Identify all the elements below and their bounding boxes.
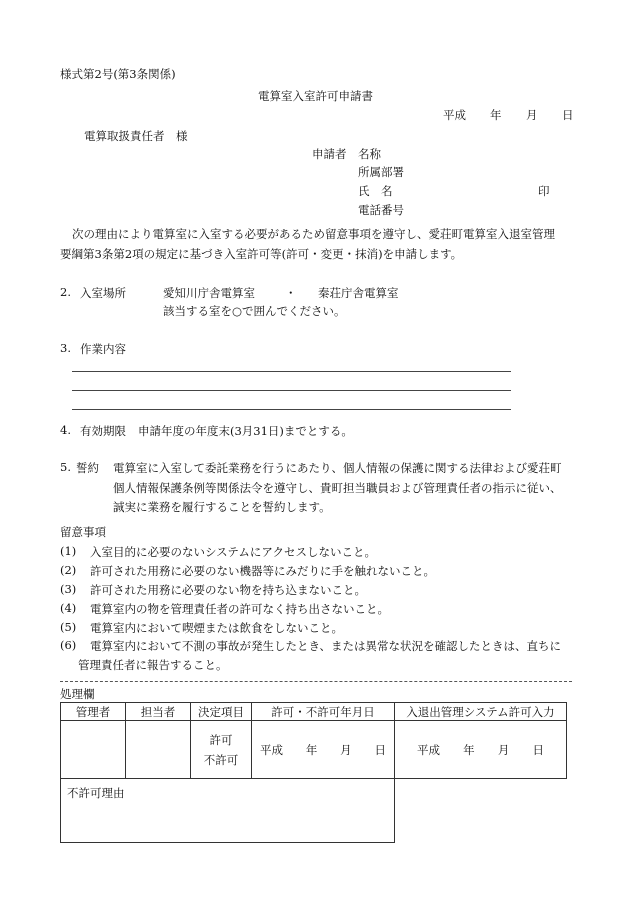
note-text: 許可された用務に必要のない物を持ち込まないこと。 <box>90 583 366 597</box>
empty-cell <box>395 779 567 843</box>
date-month: 月 <box>497 742 510 757</box>
denial-reason-cell[interactable] <box>61 779 395 843</box>
table-header-row <box>61 703 567 721</box>
notes-heading: 留意事項 <box>60 525 106 539</box>
table-row <box>61 779 567 843</box>
applicant-name-label[interactable]: 名称 <box>358 147 381 161</box>
work-content-line-2[interactable] <box>72 390 511 391</box>
pledge-line-3: 誠実に業務を履行することを誓約します。 <box>113 500 331 514</box>
header-decision: 決定項目 <box>191 703 252 721</box>
date-era: 平成 <box>260 742 283 757</box>
item-label: 誓約 <box>76 461 99 475</box>
addressee: 電算取扱責任者 様 <box>84 129 188 143</box>
decision-cell[interactable] <box>191 721 252 779</box>
note-text: 許可された用務に必要のない機器等にみだりに手を触れないこと。 <box>90 564 435 578</box>
work-content-line-1[interactable] <box>72 371 511 372</box>
validity-text: 申請年度の年度末(3月31日)までとする。 <box>138 424 353 438</box>
item-label: 入室場所 <box>80 286 126 300</box>
manager-cell[interactable] <box>61 721 126 779</box>
dashed-separator <box>60 681 572 682</box>
decision-date-cell[interactable] <box>252 721 395 779</box>
form-number: 様式第2号(第3条関係) <box>60 67 176 81</box>
applicant-phone-label[interactable]: 電話番号 <box>358 203 404 217</box>
note-number: (4) <box>60 601 77 615</box>
decision-deny[interactable]: 不許可 <box>203 752 239 767</box>
pledge-line-2: 個人情報保護条例等関係法令を遵守し、貴町担当職員および管理責任者の指示に従い、 <box>113 481 562 495</box>
header-decision-date: 許可・不許可年月日 <box>252 703 395 721</box>
room-separator: ・ <box>285 286 297 300</box>
note-number: (5) <box>60 620 77 634</box>
item-number: 3. <box>60 341 71 355</box>
note-text: 電算室内において喫煙または飲食をしないこと。 <box>90 621 343 635</box>
date-day: 日 <box>562 108 574 122</box>
note-number: (2) <box>60 563 77 577</box>
staff-cell[interactable] <box>126 721 191 779</box>
item-label: 作業内容 <box>80 342 126 356</box>
decision-permit[interactable]: 許可 <box>209 732 233 747</box>
header-manager: 管理者 <box>61 703 126 721</box>
processing-label: 処理欄 <box>60 687 95 701</box>
date-day: 日 <box>532 742 544 757</box>
room-note: 該当する室を○で囲んでください。 <box>163 304 346 318</box>
table-row <box>61 721 567 779</box>
note-text: 入室目的に必要のないシステムにアクセスしないこと。 <box>90 545 377 559</box>
applicant-label: 申請者 <box>312 147 347 161</box>
date-year: 年 <box>463 742 475 757</box>
date-month: 月 <box>340 742 352 757</box>
date-month: 月 <box>526 108 538 122</box>
item-number: 2. <box>60 285 71 299</box>
note-number: (3) <box>60 582 77 596</box>
room-option-hatasho[interactable]: 秦荘庁舎電算室 <box>318 286 399 300</box>
denial-reason-label: 不許可理由 <box>67 786 125 800</box>
room-option-aichigawa[interactable]: 愛知川庁舎電算室 <box>163 286 255 300</box>
item-label: 有効期限 <box>80 424 126 438</box>
date-era: 平成 <box>417 742 440 757</box>
date-year: 年 <box>305 742 318 757</box>
seal-mark: 印 <box>538 184 550 198</box>
page-title: 電算室入室許可申請書 <box>258 89 373 103</box>
applicant-department-label[interactable]: 所属部署 <box>358 165 404 179</box>
date-year: 年 <box>490 108 502 122</box>
intro-line-2: 要綱第3条第2項の規定に基づき入室許可等(許可・変更・抹消)を申請します。 <box>60 247 463 261</box>
system-entry-cell[interactable] <box>395 721 567 779</box>
applicant-person-label[interactable]: 氏 名 <box>358 184 393 198</box>
processing-table <box>60 702 567 843</box>
date-era: 平成 <box>443 108 466 122</box>
pledge-line-1: 電算室に入室して委託業務を行うにあたり、個人情報の保護に関する法律および愛荘町 <box>113 461 562 475</box>
intro-line-1: 次の理由により電算室に入室する必要があるため留意事項を遵守し、愛荘町電算室入退室管理 <box>72 227 555 241</box>
note-text-continuation: 管理責任者に報告すること。 <box>78 658 228 672</box>
note-text: 電算室内の物を管理責任者の許可なく持ち出さないこと。 <box>90 602 389 616</box>
note-number: (6) <box>60 638 77 652</box>
header-staff: 担当者 <box>126 703 191 721</box>
item-number: 4. <box>60 423 71 437</box>
note-number: (1) <box>60 544 77 558</box>
header-system-entry: 入退出管理システム許可入力 <box>395 703 567 721</box>
item-number: 5. <box>60 460 71 474</box>
note-text: 電算室内において不測の事故が発生したとき、または異常な状況を確認したときは、直ちに <box>90 639 562 653</box>
work-content-line-3[interactable] <box>72 409 511 410</box>
date-day: 日 <box>374 742 386 757</box>
